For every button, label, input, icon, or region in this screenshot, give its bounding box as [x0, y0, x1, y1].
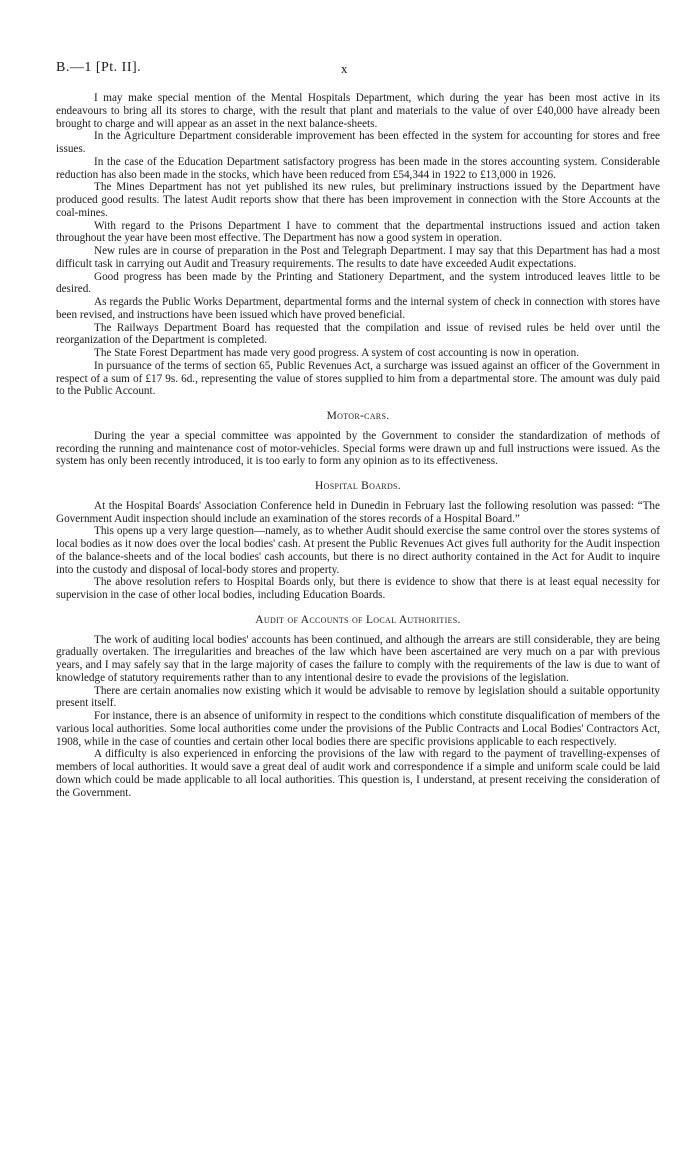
paragraph: A difficulty is also experienced in enforcing the provisions of the law with regard to the payment of travelling-expenses of members of local authorities. It would save a great deal of audit work and correspondence if a simple and uniform scale could be laid down which could be made applicable to all local authorities. This question is, I understand, at present receiving the consideration of the Government.: [56, 748, 660, 799]
paragraph: As regards the Public Works Department, departmental forms and the internal system of check in connection with stores have been revised, and instructions have been issued which have proved beneficial.: [56, 296, 660, 321]
section-heading: Hospital Boards.: [315, 480, 401, 492]
section-stores-departments: [56, 92, 660, 398]
paragraph: In the Agriculture Department considerable improvement has been effected in the system for accounting for stores and free issues.: [56, 130, 660, 155]
paragraph: In pursuance of the terms of section 65, Public Revenues Act, a surcharge was issued against an officer of the Government in respect of a sum of £17 9s. 6d., representing the value of stores supplied to him from a departmental store. The amount was duly paid to the Public Account.: [56, 359, 660, 398]
paragraph: The Railways Department Board has requested that the compilation and issue of revised rules be held over until the reorganization of the Department is completed.: [56, 321, 660, 347]
paragraph: The above resolution refers to Hospital Boards only, but there is evidence to show that there is at least equal necessity for supervision in the case of other local bodies, including Education Boards.: [56, 576, 660, 601]
page-header: [56, 60, 646, 80]
paragraph: In the case of the Education Department satisfactory progress has been made in the stores accounting system. Considerable reduction has also been made in the stocks, which have been reduced from £54,344 in 1922 to £13,000 in 1926.: [56, 155, 660, 181]
paragraph: The Mines Department has not yet published its new rules, but preliminary instructions issued by the Department have produced good results. The latest Audit reports show that there has been improvement in connection with the Store Accounts at the coal-mines.: [56, 181, 660, 219]
paragraph: There are certain anomalies now existing which it would be advisable to remove by legislation should a suitable opportunity present itself.: [56, 684, 660, 710]
document-body: [56, 92, 660, 799]
paragraph: During the year a special committee was appointed by the Government to consider the standardization of methods of recording the running and maintenance cost of motor-vehicles. Special forms were drawn up and full instructions were issued. As the system has only been recently introduced, it is too early to form any opinion as to its effectiveness.: [56, 429, 660, 468]
section-motor-cars: [56, 410, 660, 468]
paragraph: Good progress has been made by the Printing and Stationery Department, and the system introduced leaves little to be desired.: [56, 270, 660, 296]
section-heading: Motor-cars.: [326, 410, 390, 422]
page-number: x: [341, 61, 348, 76]
paragraph: The work of auditing local bodies' accounts has been continued, and although the arrears are still considerable, they are being gradually overtaken. The irregularities and breaches of the law which have been ascertained are very much on a par with previous years, and I may safely say that in the large majority of cases the failure to comply with the requirements of the law is due to want of knowledge of statutory requirements rather than to any intentional desire to evade the provisions of the legislation.: [56, 633, 660, 684]
paragraph: With regard to the Prisons Department I have to comment that the departmental instructions issued and action taken throughout the year have been most effective. The Department has now a good system in operation.: [56, 219, 660, 245]
section-heading: Audit of Accounts of Local Authorities.: [255, 613, 461, 626]
section-local-authorities-audit: [56, 614, 660, 800]
paragraph: I may make special mention of the Mental Hospitals Department, which during the year has been most active in its endeavours to bring all its stores to charge, with the result that plant and materials to the value of over £40,000 have already been brought to charge and will appear as an asset in the next balance-sheets.: [56, 92, 660, 130]
paragraph: The State Forest Department has made very good progress. A system of cost accounting is now in operation.: [94, 347, 579, 359]
paragraph: New rules are in course of preparation in the Post and Telegraph Department. I may say that this Department has had a most difficult task in carrying out Audit and Treasury requirements. The results to date have exceeded Audit expectations.: [56, 245, 660, 270]
paragraph: At the Hospital Boards' Association Conference held in Dunedin in February last the following resolution was passed: “The Government Audit inspection should include an examination of the stores records of a Hospital Board.”: [56, 499, 660, 525]
paragraph: This opens up a very large question—namely, as to whether Audit should exercise the same control over the stores systems of local bodies as it now does over the local bodies' cash. At present the Public Revenues Act gives full authority for the Audit inspection of the balance-sheets and of the local bodies' cash accounts, but there is no direct authority contained in the Act for Audit to inquire into the custody and disposal of local-body stores and property.: [56, 525, 660, 576]
paragraph: For instance, there is an absence of uniformity in respect to the conditions which constitute disqualification of members of the various local authorities. Some local authorities come under the provisions of the Public Contracts and Local Bodies' Contractors Act, 1908, while in the case of counties and certain other local bodies there are specific provisions applicable to each respectively.: [56, 710, 660, 748]
section-hospital-boards: [56, 480, 660, 602]
document-reference: B.—1 [Pt. II].: [56, 60, 142, 75]
